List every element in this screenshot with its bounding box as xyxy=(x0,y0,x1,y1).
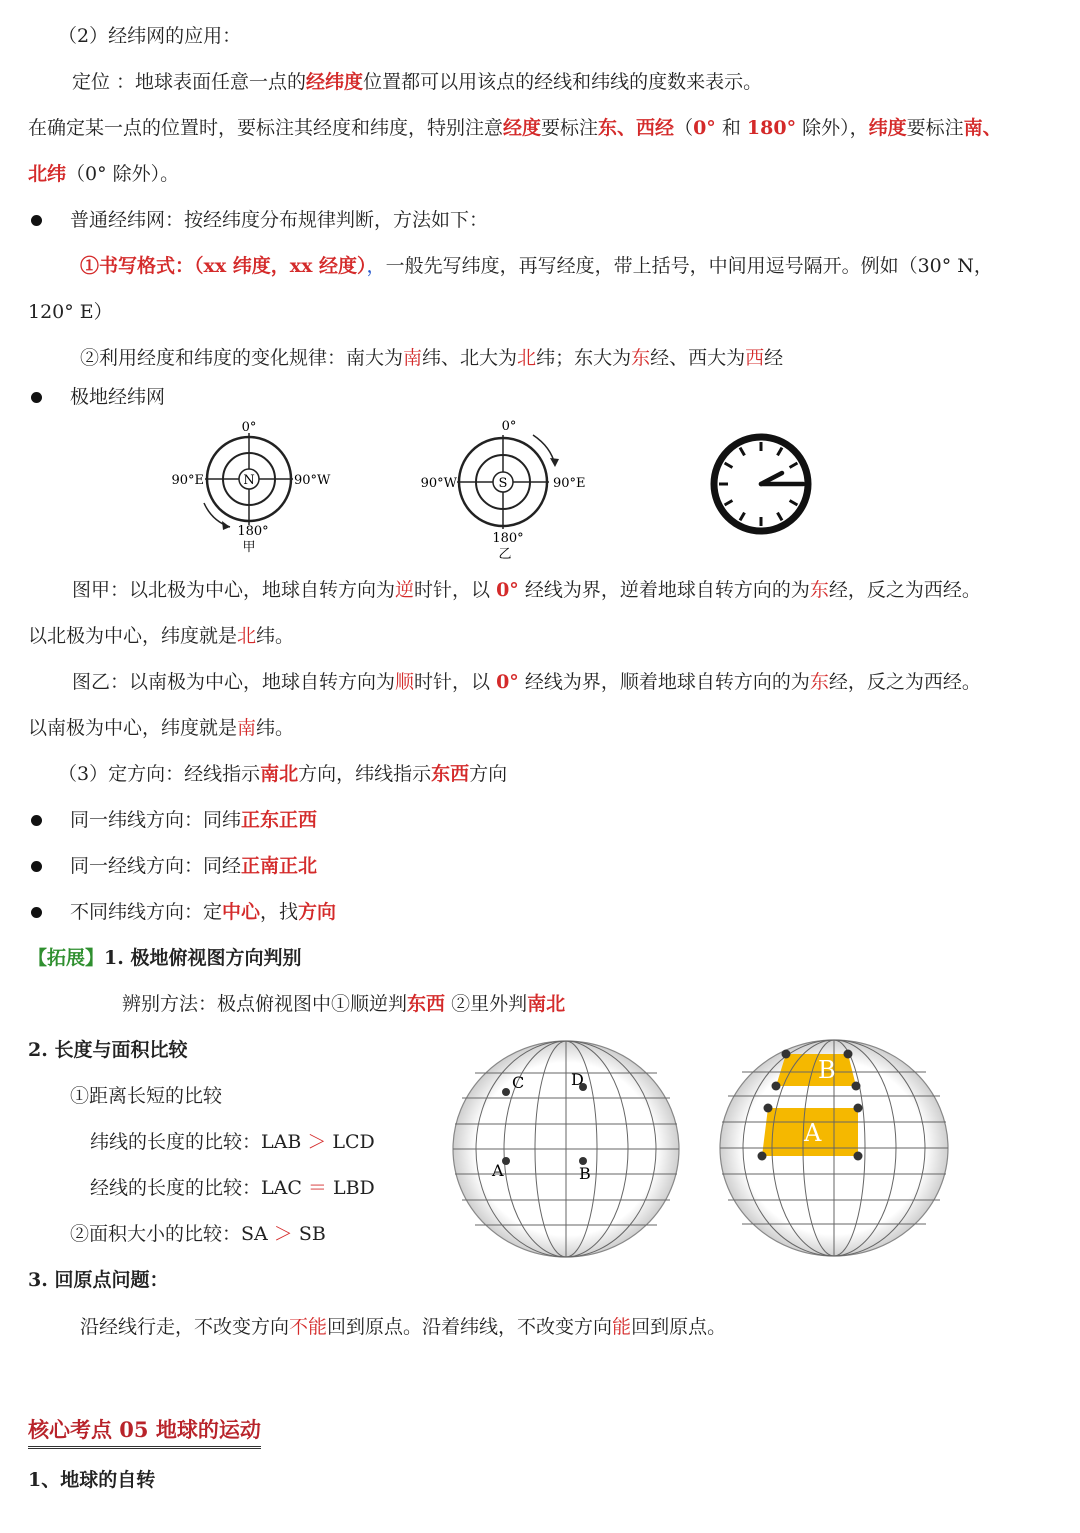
text: ②利用经度和纬度的变化规律：南大为 xyxy=(80,347,404,369)
degree-label: 90°W xyxy=(420,476,457,491)
highlight: 东西 xyxy=(431,763,470,785)
text: 方向，纬线指示 xyxy=(298,763,432,785)
globe-diagram-area xyxy=(716,1036,952,1260)
sub-heading: 1、地球的自转 xyxy=(28,1469,156,1491)
text: 回到原点。 xyxy=(631,1316,727,1338)
text: 时针，以 xyxy=(414,671,497,693)
text: 经线为界，顺着地球自转方向的为 xyxy=(518,671,810,693)
return-line xyxy=(80,1313,726,1341)
comma: ， xyxy=(366,255,386,277)
method-line xyxy=(122,990,565,1018)
text: LBD xyxy=(326,1177,375,1199)
compare-line xyxy=(90,1128,375,1156)
highlight: 0° xyxy=(693,117,716,139)
format-line xyxy=(80,252,993,280)
tag: 【拓展】 xyxy=(28,947,105,969)
text: 经，反之为西经。 xyxy=(828,579,981,601)
text: （0° 除外）。 xyxy=(66,163,180,185)
compare-line xyxy=(90,1174,375,1202)
text: 不同纬线方向：定 xyxy=(70,901,223,923)
text: 和 xyxy=(715,117,747,139)
text: 纬线的长度的比较：LAB xyxy=(90,1131,308,1153)
highlight: 北 xyxy=(237,625,257,647)
text: 回到原点。沿着纬线，不改变方向 xyxy=(327,1316,613,1338)
text: ，找 xyxy=(260,901,299,923)
text: 纬。 xyxy=(256,625,295,647)
location-line xyxy=(72,68,762,96)
point-label: B xyxy=(579,1164,591,1183)
bullet-text xyxy=(70,852,317,880)
highlight: 180° xyxy=(746,117,797,139)
text: 图乙：以南极为中心，地球自转方向为 xyxy=(72,671,396,693)
text: 纬。 xyxy=(256,717,295,739)
degree-label: 0° xyxy=(501,419,517,434)
operator: ＞ xyxy=(307,1131,327,1153)
bullet-dot xyxy=(31,392,42,403)
highlight: 正南正北 xyxy=(241,855,318,877)
text: 一般先写纬度，再写经度，带上括号，中间用逗号隔开。例如（30° N， xyxy=(385,255,993,277)
text: ②面积大小的比较：SA xyxy=(70,1223,274,1245)
highlight: 南 xyxy=(403,347,423,369)
highlight: ①书写格式：（xx 纬度，xx 经度） xyxy=(80,255,367,277)
text: 图甲：以北极为中心，地球自转方向为 xyxy=(72,579,396,601)
region-label: B xyxy=(818,1056,836,1084)
text: 辨别方法：极点俯视图中①顺逆判 xyxy=(122,993,408,1015)
highlight: 东西 xyxy=(407,993,446,1015)
text: 同一经线方向：同经 xyxy=(70,855,242,877)
text: 纬、北大为 xyxy=(422,347,518,369)
globe-diagram-distance xyxy=(450,1038,682,1260)
text: 同一纬线方向：同纬 xyxy=(70,809,242,831)
bullet-dot xyxy=(31,215,42,226)
operator: ＝ xyxy=(307,1177,327,1199)
highlight: 南、 xyxy=(963,117,1002,139)
text: 经线为界，逆着地球自转方向的为 xyxy=(518,579,810,601)
highlight: 不能 xyxy=(289,1316,328,1338)
highlight: 中心 xyxy=(222,901,261,923)
section-title xyxy=(58,760,507,788)
text: 沿经线行走，不改变方向 xyxy=(80,1316,290,1338)
highlight: 0° xyxy=(496,671,519,693)
bullet-text: 极地经纬网 xyxy=(70,386,166,408)
highlight: 东 xyxy=(631,347,651,369)
caption: 甲 xyxy=(242,540,256,555)
highlight: 0° xyxy=(496,579,519,601)
highlight: 经度 xyxy=(503,117,542,139)
yi-description xyxy=(72,668,981,696)
bullet-dot xyxy=(31,815,42,826)
text: 以北极为中心，纬度就是 xyxy=(28,625,238,647)
highlight: 南 xyxy=(237,717,257,739)
point-label: C xyxy=(512,1073,525,1092)
highlight: 南北 xyxy=(527,993,566,1015)
text: 要标注 xyxy=(541,117,599,139)
text: ②里外判 xyxy=(445,993,528,1015)
text: 经 xyxy=(764,347,784,369)
degree-label: 0° xyxy=(241,420,257,435)
text: 时针，以 xyxy=(414,579,497,601)
text: 位置都可以用该点的经线和纬线的度数来表示。 xyxy=(363,71,763,93)
region-label: A xyxy=(804,1119,822,1147)
text: 经、西大为 xyxy=(650,347,746,369)
polar-diagram-yi xyxy=(405,415,605,565)
caption: 乙 xyxy=(498,547,512,562)
polar-diagram-jia xyxy=(160,415,350,560)
expand-heading xyxy=(28,944,301,972)
clock-icon xyxy=(707,430,815,538)
highlight: 正东正西 xyxy=(241,809,318,831)
highlight: 北 xyxy=(517,347,537,369)
text: 经，反之为西经。 xyxy=(828,671,981,693)
text: 要标注 xyxy=(906,117,964,139)
point-label: A xyxy=(492,1161,504,1180)
pole-label: N xyxy=(243,473,255,488)
degree-label: 180° xyxy=(237,524,269,539)
text: 定位 ：地球表面任意一点的 xyxy=(72,71,307,93)
core-heading: 核心考点 05 地球的运动 xyxy=(28,1414,261,1449)
text: 除外）， xyxy=(796,117,869,139)
text: 以南极为中心，纬度就是 xyxy=(28,717,238,739)
section-title: 2. 长度与面积比较 xyxy=(28,1039,188,1061)
sub-title: ①距离长短的比较 xyxy=(70,1085,223,1107)
bullet-text: 普通经纬网：按经纬度分布规律判断，方法如下： xyxy=(70,209,489,231)
text: （3）定方向：经线指示 xyxy=(58,763,261,785)
highlight: 顺 xyxy=(395,671,415,693)
yi-description xyxy=(28,714,294,742)
text: （ xyxy=(674,117,694,139)
compare-line xyxy=(70,1220,326,1248)
text: SB xyxy=(292,1223,326,1245)
pole-label: S xyxy=(498,476,508,491)
point-label: D xyxy=(571,1070,584,1089)
text: 1. 极地俯视图方向判别 xyxy=(104,947,302,969)
section-title: 3. 回原点问题： xyxy=(28,1269,169,1291)
paragraph-line xyxy=(28,114,1002,142)
text: LCD xyxy=(326,1131,375,1153)
highlight: 东 xyxy=(809,671,829,693)
rule-line xyxy=(80,344,783,372)
highlight: 东 xyxy=(809,579,829,601)
degree-label: 90°E xyxy=(553,476,586,491)
highlight: 南北 xyxy=(260,763,299,785)
section-title: （2）经纬网的应用： xyxy=(58,25,242,47)
highlight: 能 xyxy=(612,1316,632,1338)
degree-label: 90°W xyxy=(294,473,331,488)
highlight: 逆 xyxy=(395,579,415,601)
degree-label: 90°E xyxy=(171,473,204,488)
highlight: 方向 xyxy=(298,901,337,923)
highlight: 西 xyxy=(745,347,765,369)
text: 在确定某一点的位置时，要标注其经度和纬度，特别注意 xyxy=(28,117,504,139)
text: 纬；东大为 xyxy=(536,347,632,369)
highlight: 纬度 xyxy=(868,117,907,139)
text: 方向 xyxy=(469,763,508,785)
degree-label: 180° xyxy=(492,531,524,546)
operator: ＞ xyxy=(273,1223,293,1245)
bullet-text xyxy=(70,806,317,834)
jia-description xyxy=(72,576,981,604)
highlight: 北纬 xyxy=(28,163,67,185)
bullet-dot xyxy=(31,861,42,872)
highlight: 东、西经 xyxy=(598,117,675,139)
format-line-cont: 120° E） xyxy=(28,301,113,323)
bullet-dot xyxy=(31,907,42,918)
text: 经线的长度的比较：LAC xyxy=(90,1177,308,1199)
jia-description xyxy=(28,622,294,650)
paragraph-line xyxy=(28,160,179,188)
bullet-text xyxy=(70,898,336,926)
highlight: 经纬度 xyxy=(306,71,364,93)
